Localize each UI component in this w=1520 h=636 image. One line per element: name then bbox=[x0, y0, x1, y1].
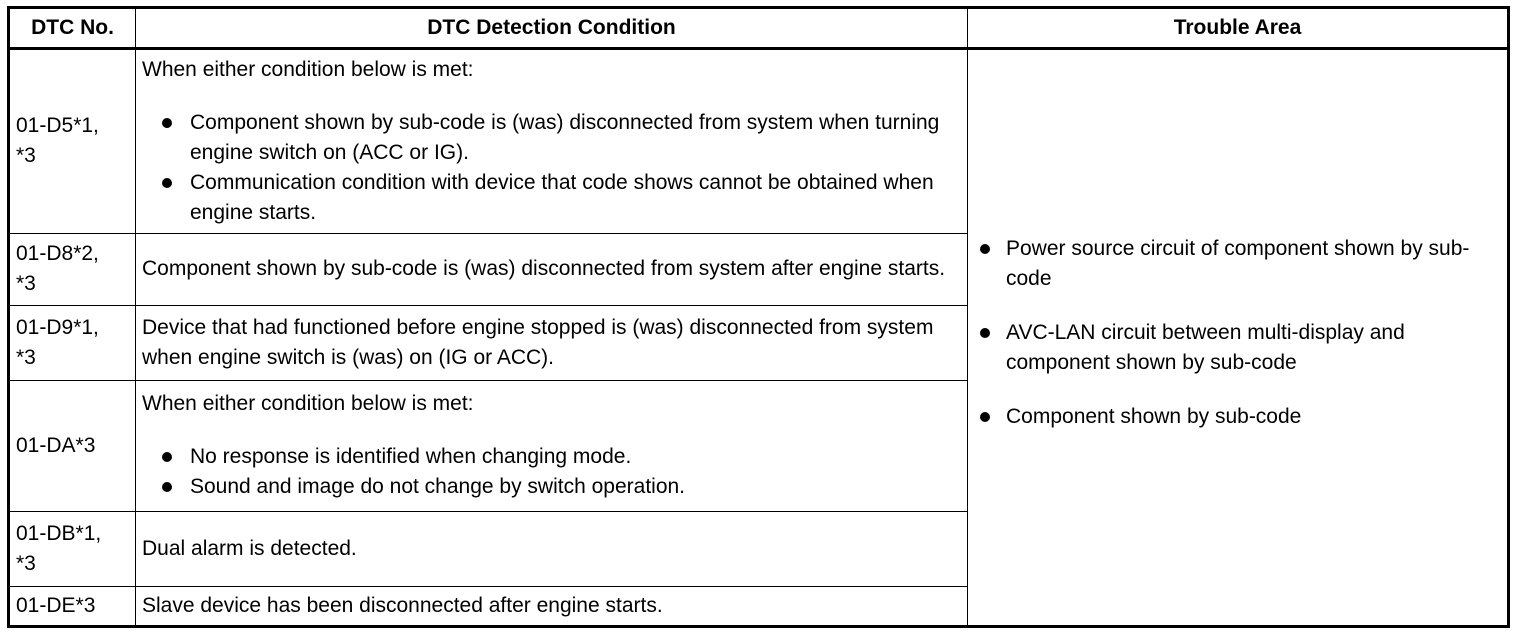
dtc-code: 01-D8*2, bbox=[16, 242, 99, 266]
trouble-area-item: Component shown by sub-code bbox=[974, 402, 1501, 432]
condition-intro: When either condition below is met: bbox=[142, 392, 474, 416]
dtc-code-cell bbox=[9, 306, 136, 381]
condition-item: Sound and image do not change by switch operation. bbox=[142, 472, 961, 502]
condition-item: Communication condition with device that code shows cannot be obtained when engine starts. bbox=[142, 168, 961, 228]
dtc-code-suffix: *3 bbox=[16, 272, 36, 296]
condition-list bbox=[142, 442, 961, 502]
dtc-code: 01-DB*1, bbox=[16, 521, 102, 545]
dtc-table bbox=[7, 6, 1510, 628]
dtc-code: 01-DA*3 bbox=[16, 433, 96, 457]
dtc-code: 01-D9*1, bbox=[16, 316, 99, 340]
dtc-code: 01-DE*3 bbox=[16, 593, 96, 617]
dtc-code-cell bbox=[9, 233, 136, 306]
header-detection-condition: DTC Detection Condition bbox=[136, 8, 968, 49]
trouble-area-item: AVC-LAN circuit between multi-display and component shown by sub-code bbox=[974, 318, 1501, 378]
condition-text: Device that had functioned before engine stopped is (was) disconnected from system when engine switch is (was) on (IG or ACC). bbox=[136, 306, 968, 381]
trouble-area-item: Power source circuit of component shown by sub-code bbox=[974, 234, 1501, 294]
dtc-code: 01-D5*1, bbox=[16, 114, 99, 138]
header-trouble-area: Trouble Area bbox=[968, 8, 1509, 49]
dtc-code-cell bbox=[9, 380, 136, 511]
dtc-code-suffix: *3 bbox=[16, 346, 36, 370]
condition-text: Dual alarm is detected. bbox=[136, 511, 968, 586]
dtc-code-cell bbox=[9, 49, 136, 234]
trouble-area-cell bbox=[968, 49, 1509, 627]
condition-item: Component shown by sub-code is (was) disconnected from system when turning engine switch on (ACC or IG). bbox=[142, 108, 961, 168]
condition-cell bbox=[136, 49, 968, 234]
dtc-code-cell bbox=[9, 586, 136, 626]
condition-item: No response is identified when changing mode. bbox=[142, 442, 961, 472]
table-row bbox=[9, 49, 1509, 234]
dtc-code-suffix: *3 bbox=[16, 144, 36, 168]
header-dtc-no: DTC No. bbox=[9, 8, 136, 49]
trouble-area-list bbox=[974, 234, 1501, 432]
condition-text: Component shown by sub-code is (was) disconnected from system after engine starts. bbox=[136, 233, 968, 306]
condition-intro: When either condition below is met: bbox=[142, 57, 474, 81]
dtc-code-cell bbox=[9, 511, 136, 586]
condition-list bbox=[142, 108, 961, 228]
header-row bbox=[9, 8, 1509, 49]
condition-cell bbox=[136, 380, 968, 511]
condition-text: Slave device has been disconnected after engine starts. bbox=[136, 586, 968, 626]
dtc-code-suffix: *3 bbox=[16, 551, 36, 575]
